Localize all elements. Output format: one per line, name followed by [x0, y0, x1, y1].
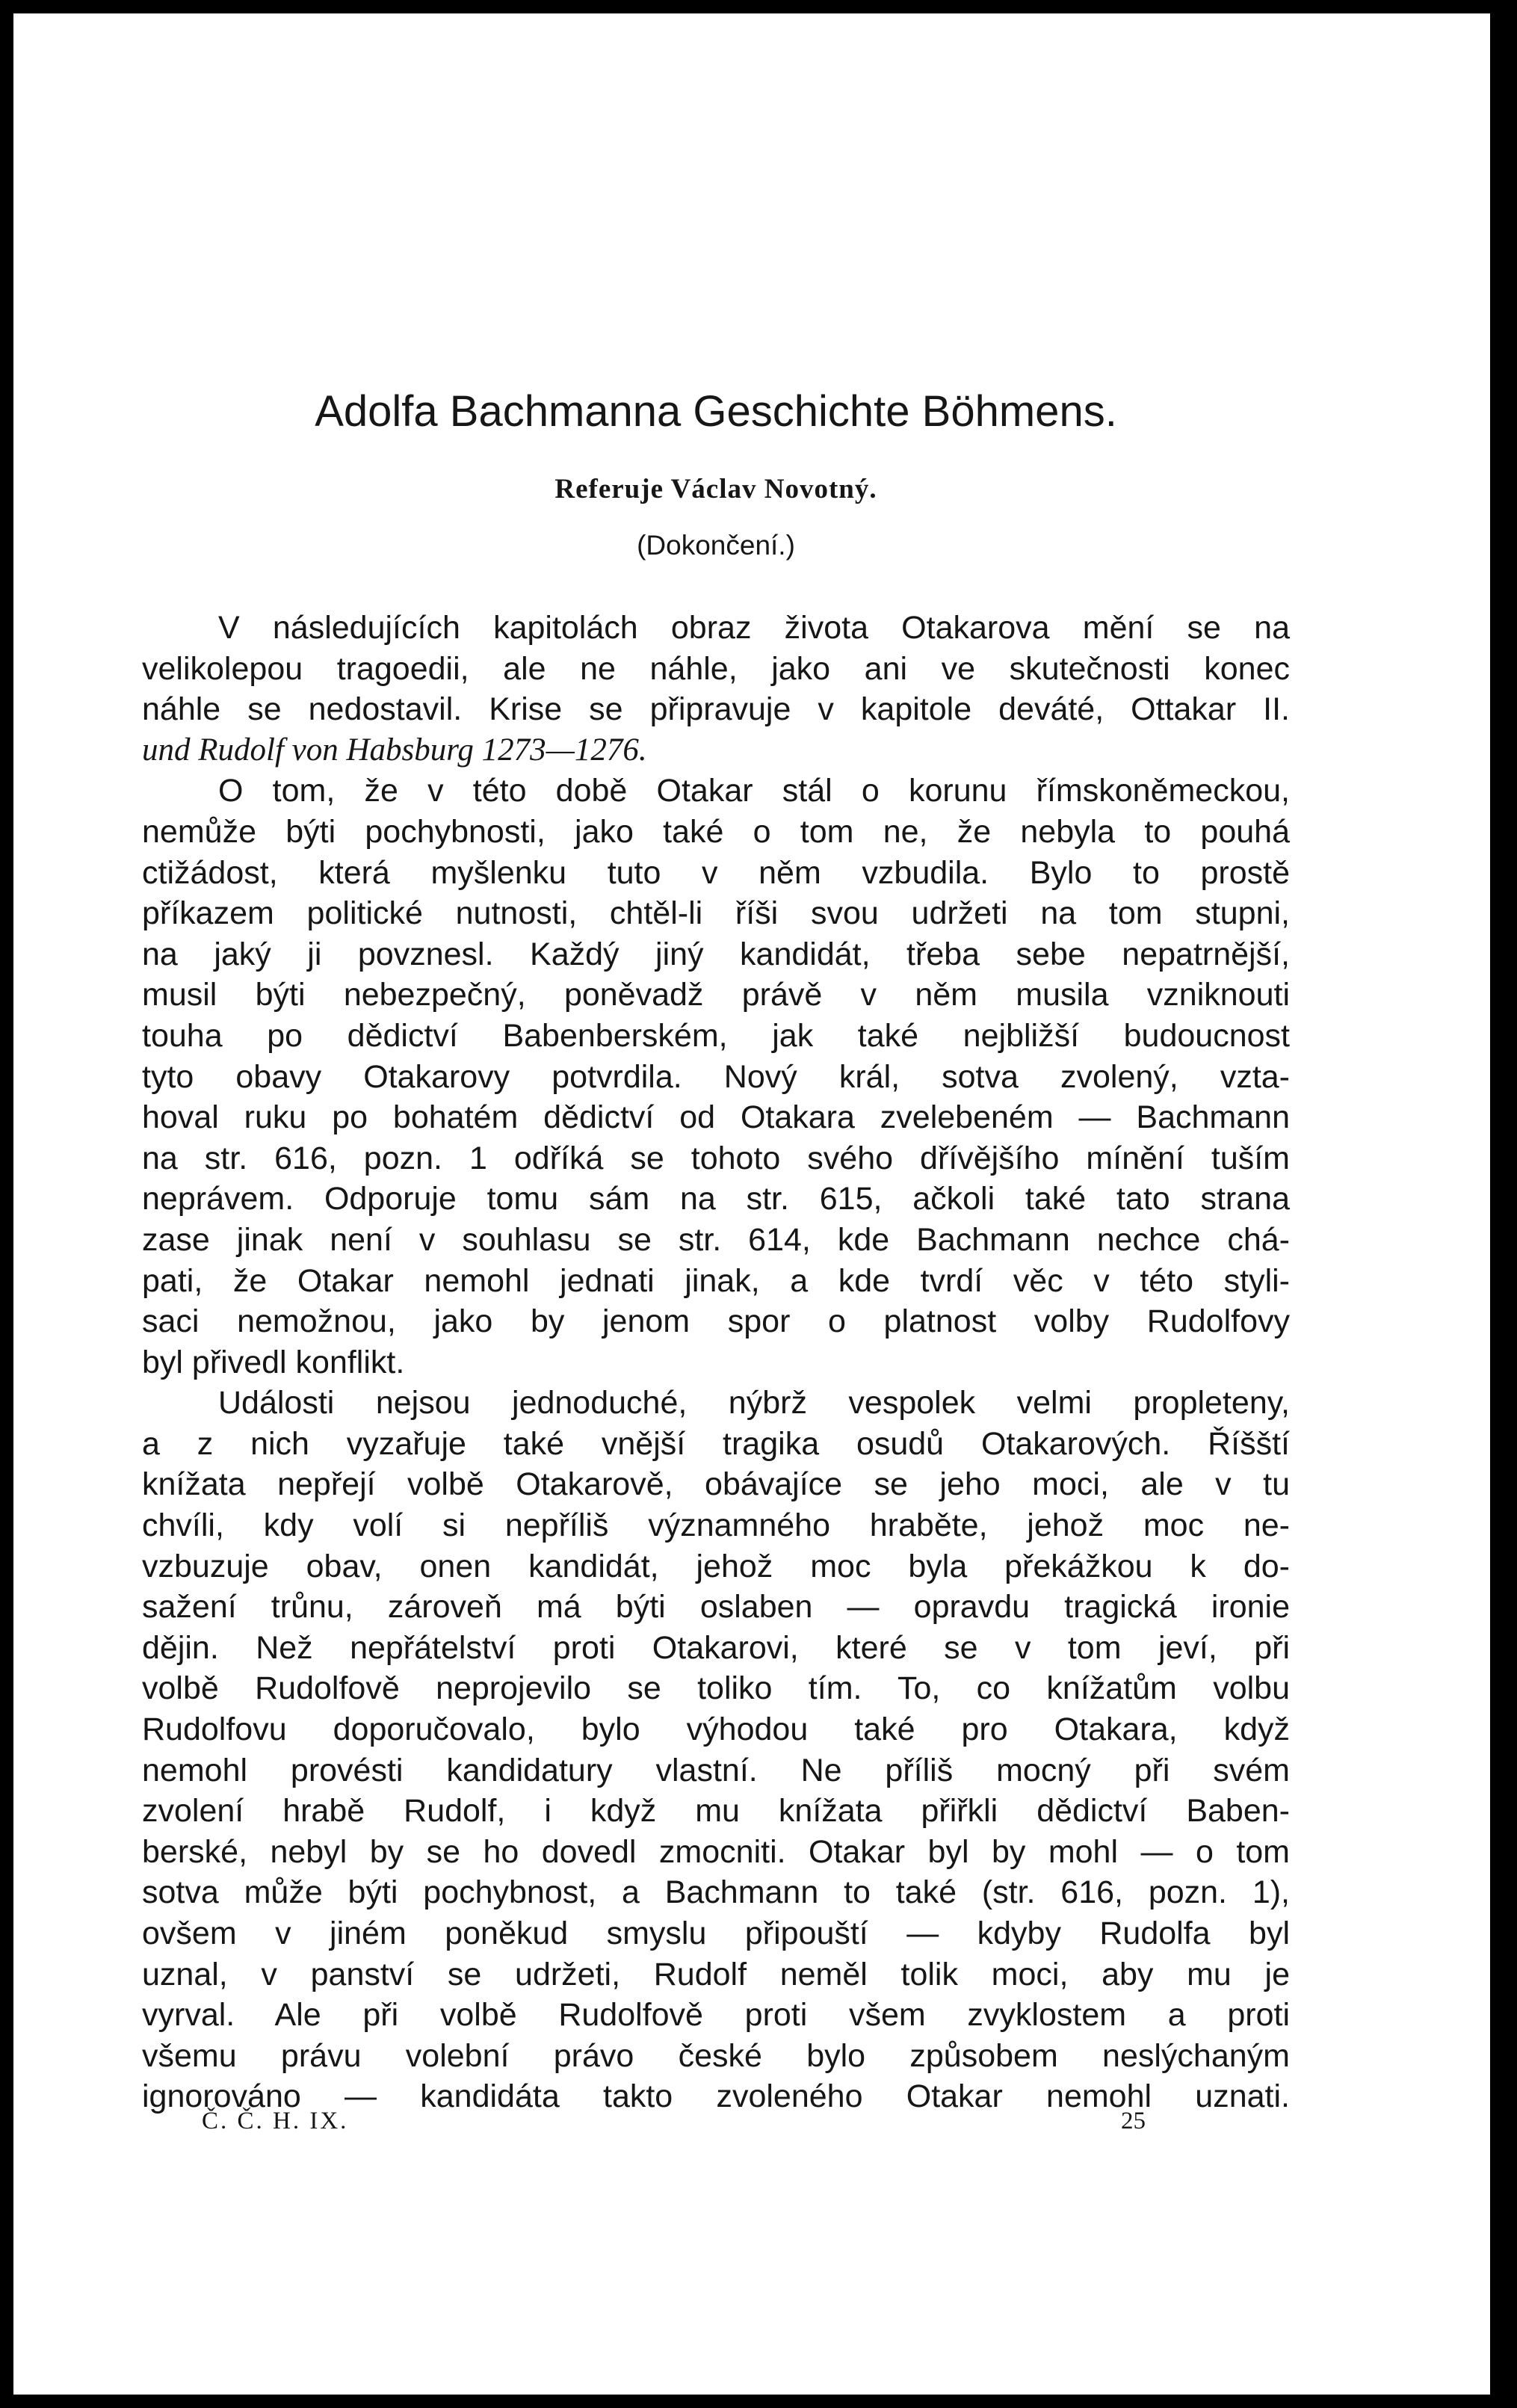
text-line: Rudolfovu doporučovalo, bylo výhodou také pro Otakara, když	[142, 1711, 1290, 1748]
article-title: Adolfa Bachmanna Geschichte Böhmens.	[315, 387, 1117, 436]
text-line: chvíli, kdy volí si nepříliš významného hraběte, jehož moc ne-	[142, 1507, 1290, 1544]
text-line: příkazem politické nutnosti, chtěl-li říši svou udržeti na tom stupni,	[142, 895, 1290, 932]
text-line: sažení trůnu, zároveň má býti oslaben — opravdu tragická ironie	[142, 1589, 1290, 1626]
article-continuation-note: (Dokončení.)	[637, 530, 795, 561]
paragraph	[142, 1383, 1290, 2117]
paragraph	[142, 608, 1290, 771]
text-line: pati, že Otakar nemohl jednati jinak, a kde tvrdí věc v této styli-	[142, 1262, 1290, 1299]
paragraph	[142, 771, 1290, 1383]
text-line: und Rudolf von Habsburg 1273—1276.	[142, 732, 647, 768]
text-line: nemohl provésti kandidatury vlastní. Ne příliš mocný při svém	[142, 1752, 1290, 1788]
text-line: náhle se nedostavil. Krise se připravuje v kapitole deváté, Ottakar II.	[142, 691, 1290, 728]
text-line: ovšem v jiném poněkud smyslu připouští — kdyby Rudolfa byl	[142, 1915, 1290, 1951]
text-line: O tom, že v této době Otakar stál o korunu římskoněmeckou,	[218, 773, 1290, 809]
article-body	[142, 608, 1290, 2117]
text-line: musil býti nebezpečný, poněvadž právě v něm musila vzniknouti	[142, 977, 1290, 1013]
text-line: Události nejsou jednoduché, nýbrž vespolek velmi propleteny,	[218, 1385, 1290, 1421]
footer-signature-number: 25	[1121, 2108, 1146, 2134]
text-line: všemu právu volební právo české bylo způsobem neslýchaným	[142, 2037, 1290, 2074]
text-line: velikolepou tragoedii, ale ne náhle, jako ani ve skutečnosti konec	[142, 650, 1290, 687]
text-line: touha po dědictví Babenberském, jak také nejbližší budoucnost	[142, 1017, 1290, 1054]
text-line: volbě Rudolfově neprojevilo se toliko tím. To, co knížatům volbu	[142, 1670, 1290, 1707]
text-line: ctižádost, která myšlenku tuto v něm vzbudila. Bylo to prostě	[142, 854, 1290, 891]
text-line: dějin. Než nepřátelství proti Otakarovi, které se v tom jeví, při	[142, 1629, 1290, 1666]
text-line: ignorováno — kandidáta takto zvoleného Otakar nemohl uznati.	[142, 2078, 1290, 2115]
text-line: zvolení hrabě Rudolf, i když mu knížata přiřkli dědictví Baben-	[142, 1793, 1290, 1830]
text-line: V následujících kapitolách obraz života Otakarova mění se na	[218, 610, 1290, 646]
text-line: zase jinak není v souhlasu se str. 614, kde Bachmann nechce chá-	[142, 1221, 1290, 1258]
text-line: tyto obavy Otakarovy potvrdila. Nový král, sotva zvolený, vzta-	[142, 1058, 1290, 1095]
text-line: neprávem. Odporuje tomu sám na str. 615, ačkoli také tato strana	[142, 1181, 1290, 1217]
text-line: na jaký ji povznesl. Každý jiný kandidát, třeba sebe nepatrnější,	[142, 936, 1290, 972]
text-line: na str. 616, pozn. 1 odříká se tohoto svého dřívějšího mínění tuším	[142, 1140, 1290, 1176]
text-line: byl přivedl konflikt.	[142, 1344, 405, 1380]
text-line: a z nich vyzařuje také vnější tragika osudů Otakarových. Říšští	[142, 1425, 1290, 1462]
text-line: hoval ruku po bohatém dědictví od Otakara zvelebeném — Bachmann	[142, 1099, 1290, 1136]
text-line: sotva může býti pochybnost, a Bachmann to také (str. 616, pozn. 1),	[142, 1874, 1290, 1911]
text-line: saci nemožnou, jako by jenom spor o platnost volby Rudolfovy	[142, 1303, 1290, 1340]
text-line: berské, nebyl by se ho dovedl zmocniti. Otakar byl by mohl — o tom	[142, 1833, 1290, 1870]
text-line: vyrval. Ale při volbě Rudolfově proti všem zvyklostem a proti	[142, 1997, 1290, 2034]
text-line: uznal, v panství se udržeti, Rudolf neměl tolik moci, aby mu je	[142, 1956, 1290, 1992]
footer-signature: Č. Č. H. IX.	[202, 2108, 349, 2134]
text-line: vzbuzuje obav, onen kandidát, jehož moc byla překážkou k do-	[142, 1548, 1290, 1584]
text-line: nemůže býti pochybnosti, jako také o tom ne, že nebyla to pouhá	[142, 813, 1290, 850]
text-line: knížata nepřejí volbě Otakarově, obávajíce se jeho moci, ale v tu	[142, 1466, 1290, 1503]
article-byline: Referuje Václav Novotný.	[554, 474, 877, 504]
